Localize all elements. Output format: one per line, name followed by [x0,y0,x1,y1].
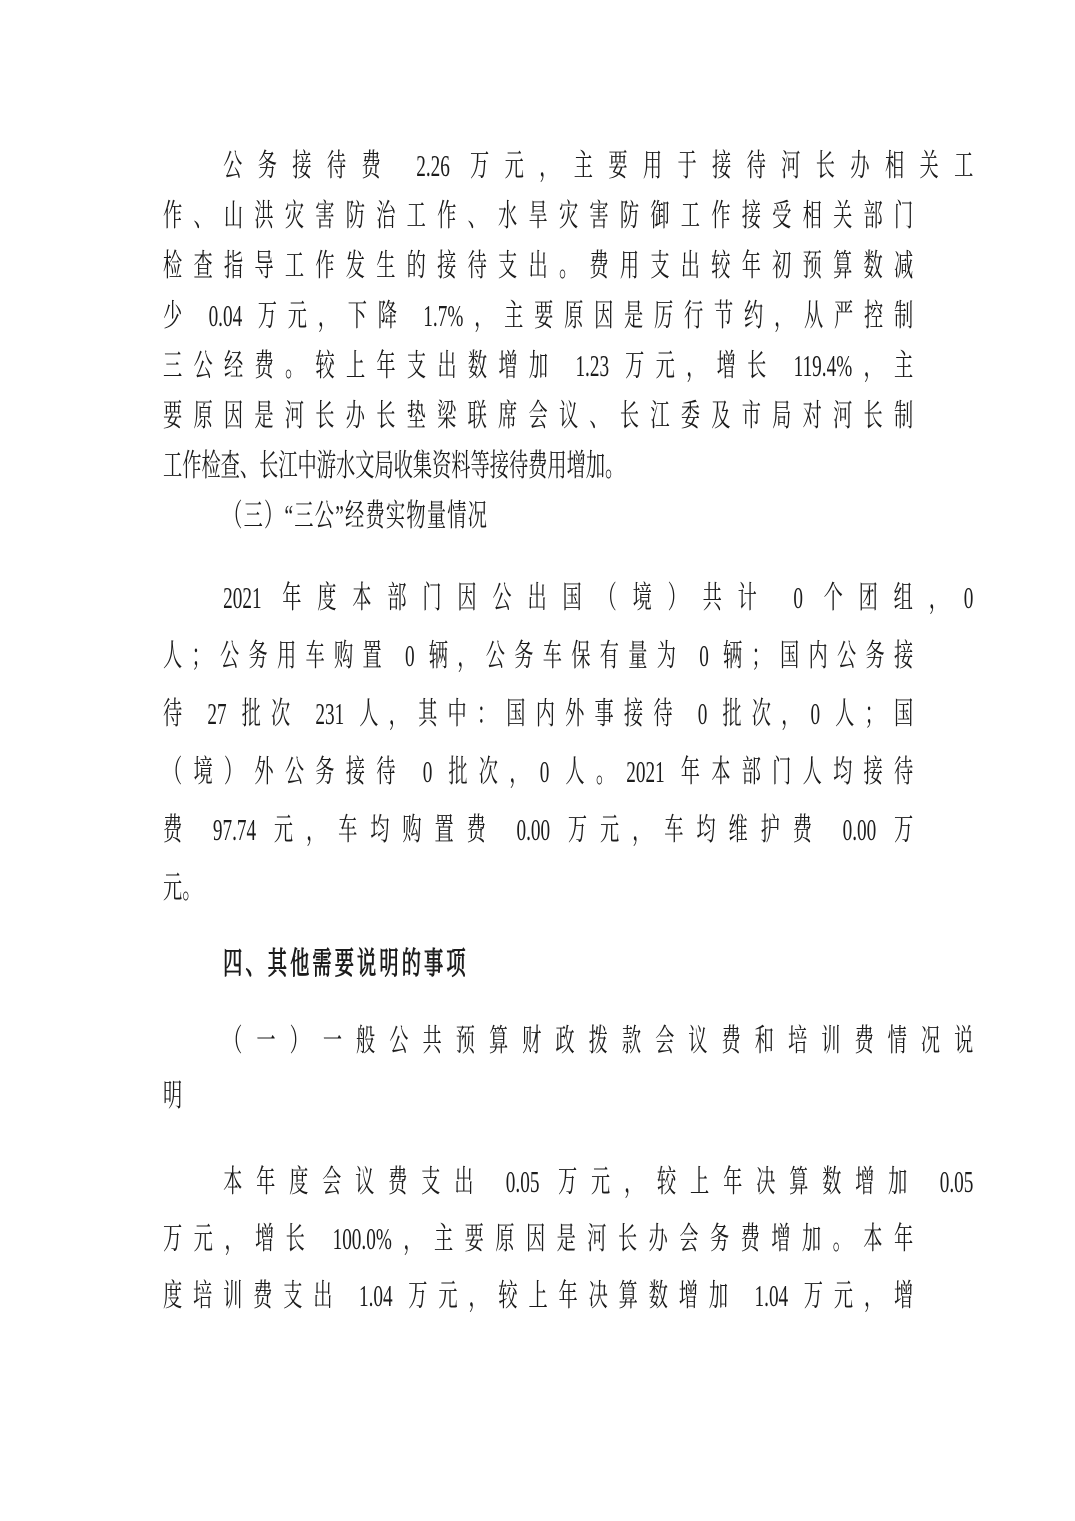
paragraph-physical-quantity [163,569,974,917]
paragraph-line: 少 0.04 万元，下降 1.7%，主要原因是厉行节约，从严控制 [163,298,914,333]
heading-other-items [163,939,913,989]
subheading-meeting-training [163,1013,974,1123]
document-content [163,141,974,1324]
heading-three-public-physical-quantity [163,491,913,541]
paragraph-line: 公务接待费 2.26 万元，主要用于接待河长办相关工 [223,148,974,183]
paragraph-reception-expense [163,141,974,491]
paragraph-line: 作、山洪灾害防治工作、水旱灾害防御工作接受相关部门 [163,198,914,233]
paragraph-meeting-training-expense [163,1153,974,1324]
paragraph-line: 要原因是河长办长垫梁联席会议、长江委及市局对河长制 [163,398,914,433]
paragraph-line: 三公经费。较上年支出数增加 1.23 万元，增长 119.4%，主 [163,348,914,383]
paragraph-line: 人；公务用车购置 0 辆，公务车保有量为 0 辆；国内公务接 [163,638,914,673]
paragraph-line: 元。 [163,870,202,905]
paragraph-line: 度培训费支出 1.04 万元，较上年决算数增加 1.04 万元，增 [163,1278,914,1313]
heading-line: （三）“三公”经费实物量情况 [223,498,489,533]
paragraph-line: 本年度会议费支出 0.05 万元，较上年决算数增加 0.05 [223,1164,974,1199]
paragraph-line: 工作检查、长江中游水文局收集资料等接待费用增加。 [163,448,625,483]
paragraph-line: 万元，增长 100.0%，主要原因是河长办会务费增加。本年 [163,1221,914,1256]
paragraph-line: （境）外公务接待 0 批次，0 人。2021 年本部门人均接待 [163,754,914,789]
paragraph-line: 2021 年度本部门因公出国（境）共计 0 个团组，0 [223,580,974,615]
paragraph-line: 检查指导工作发生的接待支出。费用支出较年初预算数减 [163,248,914,283]
paragraph-line: 待 27 批次 231 人，其中：国内外事接待 0 批次，0 人；国 [163,696,914,731]
heading-line: 四、其他需要说明的事项 [223,946,469,981]
heading-line: 明 [163,1078,183,1113]
heading-line: （一）一般公共预算财政拨款会议费和培训费情况说 [223,1023,974,1058]
paragraph-line: 费 97.74 元，车均购置费 0.00 万元，车均维护费 0.00 万 [163,812,914,847]
